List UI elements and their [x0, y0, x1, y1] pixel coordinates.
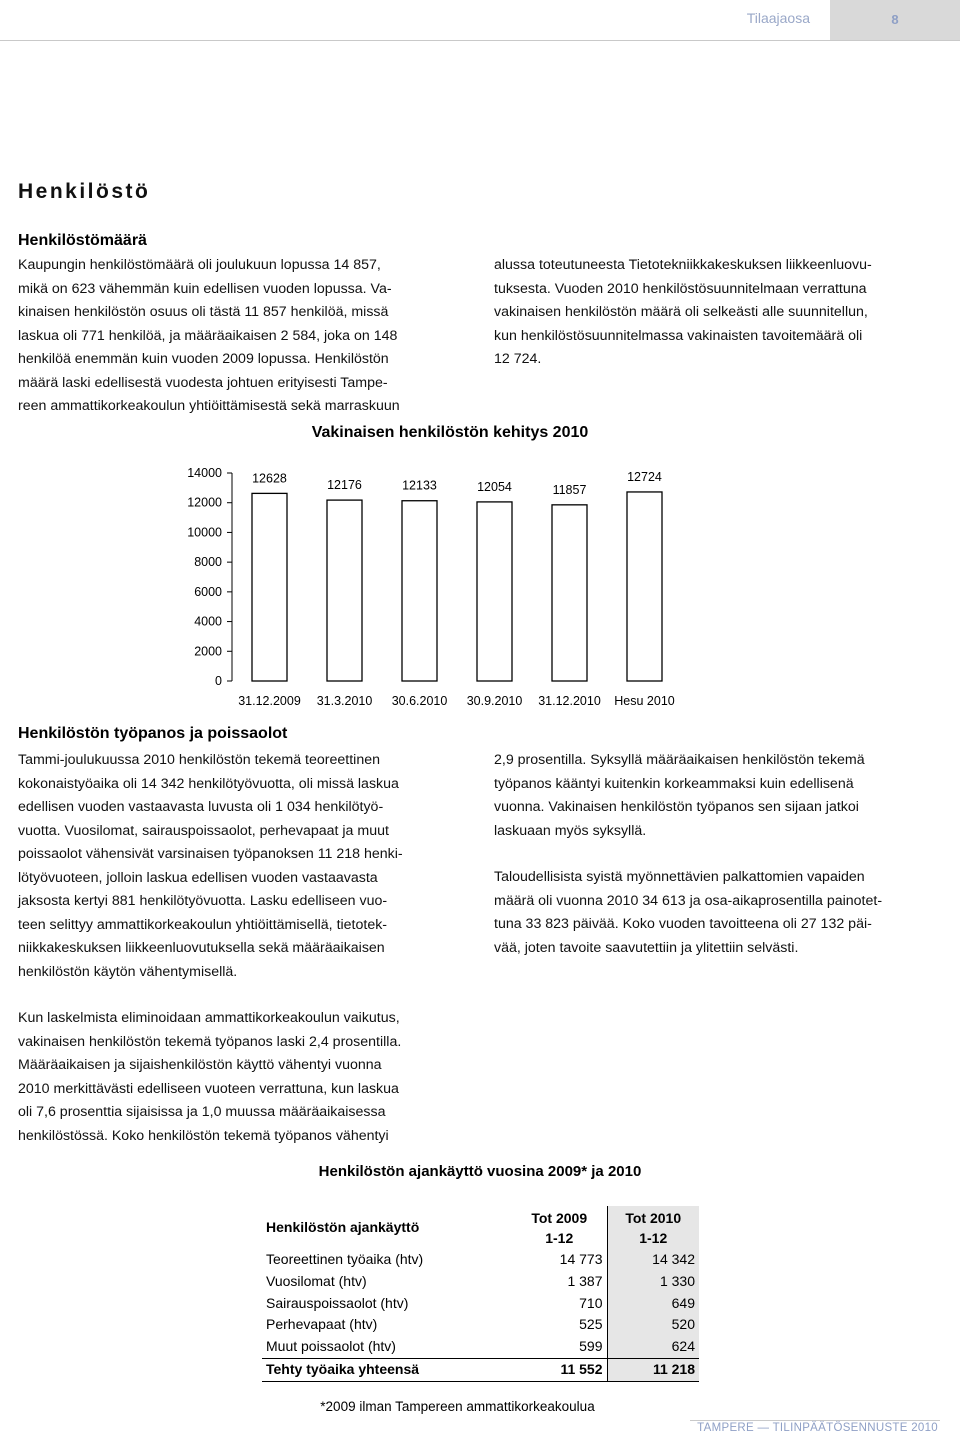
row-label: Muut poissaolot (htv)	[266, 1338, 396, 1355]
text-line: määrä laski edellisestä vuodesta johtuen erityisesti Tampe-	[18, 374, 388, 391]
text-line: vuotta. Vuosilomat, sairauspoissaolot, perhevapaat ja muut	[18, 822, 389, 839]
cell-2010: 649	[607, 1293, 699, 1315]
page-number: 8	[830, 0, 960, 40]
text-line: henkilöstössä. Koko henkilöstön tekemä työpanos vähentyi	[18, 1127, 389, 1144]
table-header-row	[262, 1206, 699, 1249]
x-tick-label: 31.12.2009	[238, 694, 301, 708]
text-line: kun henkilöstösuunnitelmassa vakinaisten tavoitemäärä oli	[494, 327, 863, 344]
text-line: vakinaisen henkilöstön määrä oli selkeästi alle suunnitellun,	[494, 304, 868, 320]
text-line: edellisen vuoden vastaavasta luvusta oli 1 034 henkilötyö-	[18, 799, 384, 815]
header-divider	[0, 40, 960, 41]
column-header-2009	[512, 1206, 607, 1249]
cell-2009: 599	[512, 1336, 607, 1358]
data-label: 12054	[477, 479, 512, 494]
text-line: tuksesta. Vuoden 2010 henkilöstösuunnitelmaan verrattuna	[494, 280, 867, 297]
text-line: Taloudellisista syistä myönnettävien palkattomien vapaiden	[494, 869, 865, 885]
row-label: Vuosilomat (htv)	[266, 1272, 367, 1289]
workinput-text-right	[494, 749, 944, 843]
workinput-text-left	[18, 749, 464, 984]
text-line: teen selittyy ammattikorkeakoulun yhtiöittämisellä, tietotek-	[18, 916, 388, 933]
bar	[477, 502, 512, 681]
page-title: Henkilöstö	[18, 180, 151, 203]
text-line: jaksosta kertyi 881 henkilötyövuotta. Lasku edelliseen vuo-	[18, 893, 388, 909]
text-line: kinaisen henkilöstön osuus oli tästä 11 857 henkilöä, missä	[18, 304, 389, 320]
column-header-2009-line2: 1-12	[545, 1229, 574, 1246]
cell-2009: 14 773	[512, 1249, 607, 1271]
text-line: määrä oli vuonna 2010 34 613 ja osa-aikaprosentilla painotet-	[494, 892, 883, 909]
text-line: henkilöstön käytön vähentymisellä.	[18, 963, 238, 980]
data-label: 11857	[552, 482, 587, 497]
y-tick-label: 10000	[187, 525, 222, 540]
text-line: laskua oli 771 henkilöä, ja määräaikaisen 2 584, joka on 148	[18, 327, 398, 344]
cell-2009: 1 387	[512, 1271, 607, 1293]
workinput-heading: Henkilöstön työpanos ja poissaolot	[18, 725, 288, 742]
table-total-row	[262, 1358, 699, 1381]
total-label: Tehty työaika yhteensä	[262, 1358, 512, 1381]
text-line: työpanos kääntyi kuitenkin korkeammaksi kuin edellisenä	[494, 775, 854, 792]
text-line: 12 724.	[494, 351, 542, 367]
cell-2010: 520	[607, 1314, 699, 1336]
text-line: lötyövuoteen, jolloin laskua edellisen vuoden vastaavasta	[18, 869, 378, 886]
row-label: Teoreettinen työaika (htv)	[266, 1251, 424, 1267]
text-line: mikä on 623 vähemmän kuin edellisen vuoden lopussa. Va-	[18, 280, 392, 297]
text-line: 2,9 prosentilla. Syksyllä määräaikaisen henkilöstön tekemä	[494, 752, 865, 768]
text-line: vakinaisen henkilöstön tekemä työpanos laski 2,4 prosentilla.	[18, 1033, 402, 1050]
bar	[327, 500, 362, 681]
total-2009: 11 552	[512, 1358, 607, 1381]
headcount-heading: Henkilöstömäärä	[18, 232, 147, 249]
y-tick-label: 14000	[187, 466, 222, 480]
row-label: Sairauspoissaolot (htv)	[266, 1294, 409, 1311]
text-line: laskuaan myös syksyllä.	[494, 822, 647, 839]
text-line: 2010 merkittävästi edelliseen vuoteen verrattuna, kun laskua	[18, 1080, 399, 1097]
text-line: Kaupungin henkilöstömäärä oli joulukuun lopussa 14 857,	[18, 257, 381, 273]
y-tick-label: 4000	[194, 614, 222, 629]
headcount-text-left	[18, 254, 464, 419]
table-footnote: *2009 ilman Tampereen ammattikorkeakoulua	[320, 1399, 595, 1414]
total-2010: 11 218	[607, 1358, 699, 1381]
bar	[402, 501, 437, 681]
data-label: 12176	[327, 478, 362, 493]
table-row	[262, 1249, 699, 1271]
y-tick-label: 0	[215, 674, 222, 688]
column-header-2010	[607, 1206, 699, 1249]
text-line: reen ammattikorkeakoulun yhtiöittämisestä sekä marraskuun	[18, 398, 400, 414]
chart-title: Vakinaisen henkilöstön kehitys 2010	[311, 424, 589, 441]
text-line: Kun laskelmista eliminoidaan ammattikorkeakoulun vaikutus,	[18, 1010, 400, 1026]
data-label: 12133	[402, 478, 437, 493]
permanent-staff-bar-chart	[0, 455, 960, 725]
y-tick-label: 2000	[194, 644, 222, 659]
text-line: poissaolot vähensivät varsinaisen työpanoksen 11 218 henki-	[18, 846, 403, 862]
text-line: kokonaistyöaika oli 14 342 henkilötyövuotta, oli missä laskua	[18, 775, 399, 792]
text-line: vuonna. Vakinaisen henkilöstön työpanos sen sijaan jatkoi	[494, 799, 859, 815]
table-row	[262, 1336, 699, 1358]
x-tick-label: 30.6.2010	[391, 694, 448, 708]
text-line: Määräaikaisen ja sijaishenkilöstön käyttö vähentyi vuonna	[18, 1057, 382, 1073]
page-header	[0, 0, 960, 40]
x-tick-label: Hesu 2010	[614, 694, 675, 708]
cell-2009: 525	[512, 1314, 607, 1336]
cell-2010: 1 330	[607, 1271, 699, 1293]
column-header-2009-line1: Tot 2009	[531, 1209, 588, 1226]
column-header-2010-line1: Tot 2010	[625, 1209, 682, 1226]
footer-text: TAMPERE — TILINPÄÄTÖSENNUSTE 2010	[697, 1422, 938, 1434]
y-tick-label: 12000	[187, 495, 222, 510]
text-line: Tammi-joulukuussa 2010 henkilöstön tekemä teoreettinen	[18, 752, 380, 768]
table-row	[262, 1271, 699, 1293]
x-tick-label: 31.12.2010	[538, 694, 601, 708]
data-label: 12628	[252, 471, 287, 486]
x-tick-label: 31.3.2010	[316, 694, 373, 708]
bar	[252, 493, 287, 681]
bar	[627, 492, 662, 681]
text-line: niikkakeskuksen liikkeenluovutuksella sekä määräaikaisen	[18, 940, 385, 956]
section-label: Tilaajaosa	[746, 10, 810, 26]
workinput-text-right-2	[494, 866, 944, 960]
text-line: oli 7,6 prosenttia sijaisissa ja 1,0 muussa määräaikaisessa	[18, 1104, 386, 1120]
x-tick-label: 30.9.2010	[466, 694, 523, 708]
text-line: alussa toteutuneesta Tietotekniikkakeskuksen liikkeenluovu-	[494, 257, 872, 273]
time-use-table	[262, 1206, 699, 1382]
cell-2010: 14 342	[607, 1249, 699, 1271]
text-line: henkilöä enemmän kuin vuoden 2009 lopussa. Henkilöstön	[18, 351, 389, 367]
column-header-2010-line2: 1-12	[639, 1229, 668, 1246]
data-label: 12724	[627, 469, 662, 484]
footer-divider	[690, 1420, 940, 1421]
text-line: vää, joten tavoite saavutettiin ja ylitettiin selvästi.	[494, 939, 799, 956]
workinput-text-left-2	[18, 1007, 464, 1148]
row-label: Perhevapaat (htv)	[266, 1316, 378, 1333]
column-header-category: Henkilöstön ajankäyttö	[266, 1218, 420, 1235]
cell-2009: 710	[512, 1293, 607, 1315]
y-tick-label: 8000	[194, 555, 222, 570]
text-line: tuna 33 823 päivää. Koko vuoden tavoitteena oli 27 132 päi-	[494, 916, 872, 932]
table-title: Henkilöstön ajankäyttö vuosina 2009* ja 2010	[318, 1163, 642, 1180]
bar	[552, 505, 587, 681]
y-tick-label: 6000	[194, 584, 222, 599]
table-row	[262, 1293, 699, 1315]
cell-2010: 624	[607, 1336, 699, 1358]
table-row	[262, 1314, 699, 1336]
headcount-text-right	[494, 254, 944, 372]
